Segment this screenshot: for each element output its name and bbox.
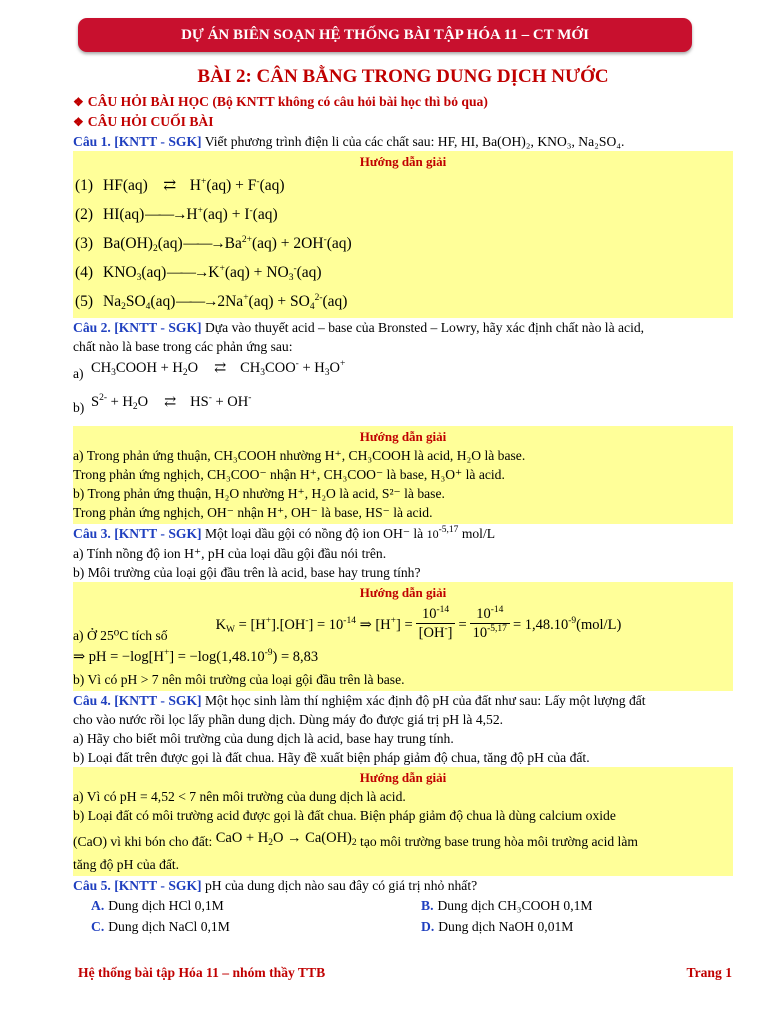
question-4: Câu 4. [KNTT - SGK] Một học sinh làm thí nghiệm xác định độ pH của đất như sau: Lấy một lượng đất: [73, 693, 646, 708]
solution-heading: Hướng dẫn giải: [359, 585, 447, 600]
question-4-a: a) Hãy cho biết môi trường của dung dịch là acid, base hay trung tính.: [73, 731, 454, 746]
diamond-bullet-icon: ❖: [73, 95, 84, 109]
question-4-cont: cho vào nước rồi lọc lấy phần dung dịch. Dùng máy đo được giá trị pH là 4,52.: [73, 712, 504, 727]
question-3: Câu 3. [KNTT - SGK] Một loại dầu gội có nồng độ ion OH⁻ là $10^{-5,17}$ mol/L: [73, 525, 496, 541]
diamond-bullet-icon: ❖: [73, 115, 84, 129]
solution-4: [73, 767, 733, 876]
solution-heading: Hướng dẫn giải: [359, 429, 447, 444]
solution-4-line: tăng độ pH của đất.: [73, 857, 180, 872]
question-3-a: a) Tính nồng độ ion H⁺, pH của loại dầu gội đầu nói trên.: [73, 546, 387, 561]
option-a[interactable]: A. Dung dịch HCl 0,1M: [91, 898, 224, 913]
solution-heading: Hướng dẫn giải: [359, 770, 447, 785]
kw-formula: a) Ở 25⁰C tích số $K_W = [H^+].[OH^-] = 10^{-14}$ ⇒ [H+] = $\frac{10^{-14}}{[OH^-]}$ = $\frac{10^{-14}}{10^{-5,17}}$ = $1,48.10^{-9}(mol/L)$: [73, 605, 622, 643]
question-2: Câu 2. [KNTT - SGK] Dựa vào thuyết acid – base của Bronsted – Lowry, hãy xác định chất nào là acid,: [73, 320, 645, 335]
solution-3: [73, 582, 733, 691]
reaction-a: a) $CH_3COOH + H_2O$ ⇄ $CH_3COO^- + H_3O^+$: [73, 359, 346, 381]
option-c[interactable]: C. Dung dịch NaCl 0,1M: [91, 919, 230, 934]
solution-4-line: (CaO) vì khi bón cho đất: CaO + $H_2O \to Ca(OH)_2$ tạo môi trường base trung hòa môi trường acid làm: [73, 830, 638, 849]
solution-2-line: Trong phản ứng nghịch, CH₃COO⁻ nhận H⁺, CH₃COO⁻ là base, H₃O⁺ là acid.: [73, 467, 505, 482]
solution-4-line: a) Vì có pH = 4,52 < 7 nên môi trường của dung dịch là acid.: [73, 789, 406, 804]
lesson-title: BÀI 2: CÂN BẰNG TRONG DUNG DỊCH NƯỚC: [197, 66, 609, 87]
solution-4-line: b) Loại đất có môi trường acid được gọi là đất chua. Biện pháp giảm độ chua là dùng calcium oxide: [73, 808, 616, 823]
equation-2: (2) HI(aq)——→H+(aq) + I-(aq): [75, 206, 278, 223]
reaction-b: b) $S^{2-} + H_2O$ ⇄ HS- + OH-: [73, 393, 252, 415]
equation-3: (3) $Ba(OH)_2(aq)——\to Ba^{2+}(aq) + 2OH^-(aq)$: [75, 235, 352, 254]
section-end-questions: ❖ CÂU HỎI CUỐI BÀI: [73, 114, 214, 129]
solution-heading: Hướng dẫn giải: [359, 154, 447, 169]
answer-row: [73, 916, 733, 937]
solution-2-line: a) Trong phản ứng thuận, CH₃COOH nhường H⁺, CH₃COOH là acid, H₂O là base.: [73, 448, 526, 463]
question-3-b: b) Môi trường của loại gội đầu trên là acid, base hay trung tính?: [73, 565, 421, 580]
equation-4: (4) $KNO_3(aq)——\to K^+(aq) + NO_3^-(aq)$: [75, 264, 322, 283]
page-footer: [78, 965, 732, 981]
document-body: [73, 66, 733, 937]
footer-series-title: Hệ thống bài tập Hóa 11 – nhóm thầy TTB: [78, 965, 326, 980]
option-d[interactable]: D. Dung dịch NaOH 0,01M: [421, 919, 574, 934]
option-b[interactable]: B. Dung dịch CH₃COOH 0,1M: [421, 898, 593, 913]
solution-1: [73, 151, 733, 318]
solution-3-conclusion: b) Vì có pH > 7 nên môi trường của loại gội đầu trên là base.: [73, 672, 405, 687]
equation-5: (5) $Na_2SO_4(aq)——\to 2Na^+(aq) + SO_4^{2-}(aq)$: [75, 293, 348, 312]
question-1: Câu 1. [KNTT - SGK] Viết phương trình điện li của các chất sau: HF, HI, Ba(OH)₂, KNO₃, Na₂SO₄.: [73, 134, 625, 149]
question-4-b: b) Loại đất trên được gọi là đất chua. Hãy đề xuất biện pháp giảm độ chua, tăng độ pH của đất.: [73, 750, 590, 765]
solution-2-line: Trong phản ứng nghịch, OH⁻ nhận H⁺, OH⁻ là base, HS⁻ là acid.: [73, 505, 433, 520]
solution-2-line: b) Trong phản ứng thuận, H₂O nhường H⁺, H₂O là acid, S²⁻ là base.: [73, 486, 445, 501]
page-number: Trang 1: [686, 965, 732, 980]
ph-calculation: ⇒ pH = $-\log[H^+] = -\log(1,48.10^{-9}) = 8,83$: [73, 648, 319, 665]
question-5: Câu 5. [KNTT - SGK] pH của dung dịch nào sau đây có giá trị nhỏ nhất?: [73, 878, 478, 893]
answer-row: [73, 895, 733, 916]
solution-2: [73, 426, 733, 524]
equation-1: (1) HF(aq) ⇄ H+(aq) + F-(aq): [75, 177, 285, 194]
header-banner: DỰ ÁN BIÊN SOẠN HỆ THỐNG BÀI TẬP HÓA 11 – CT MỚI: [78, 18, 692, 52]
section-lesson-questions: ❖ CÂU HỎI BÀI HỌC (Bộ KNTT không có câu hỏi bài học thì bỏ qua): [73, 94, 488, 109]
question-2-cont: chất nào là base trong các phản ứng sau:: [73, 339, 293, 354]
